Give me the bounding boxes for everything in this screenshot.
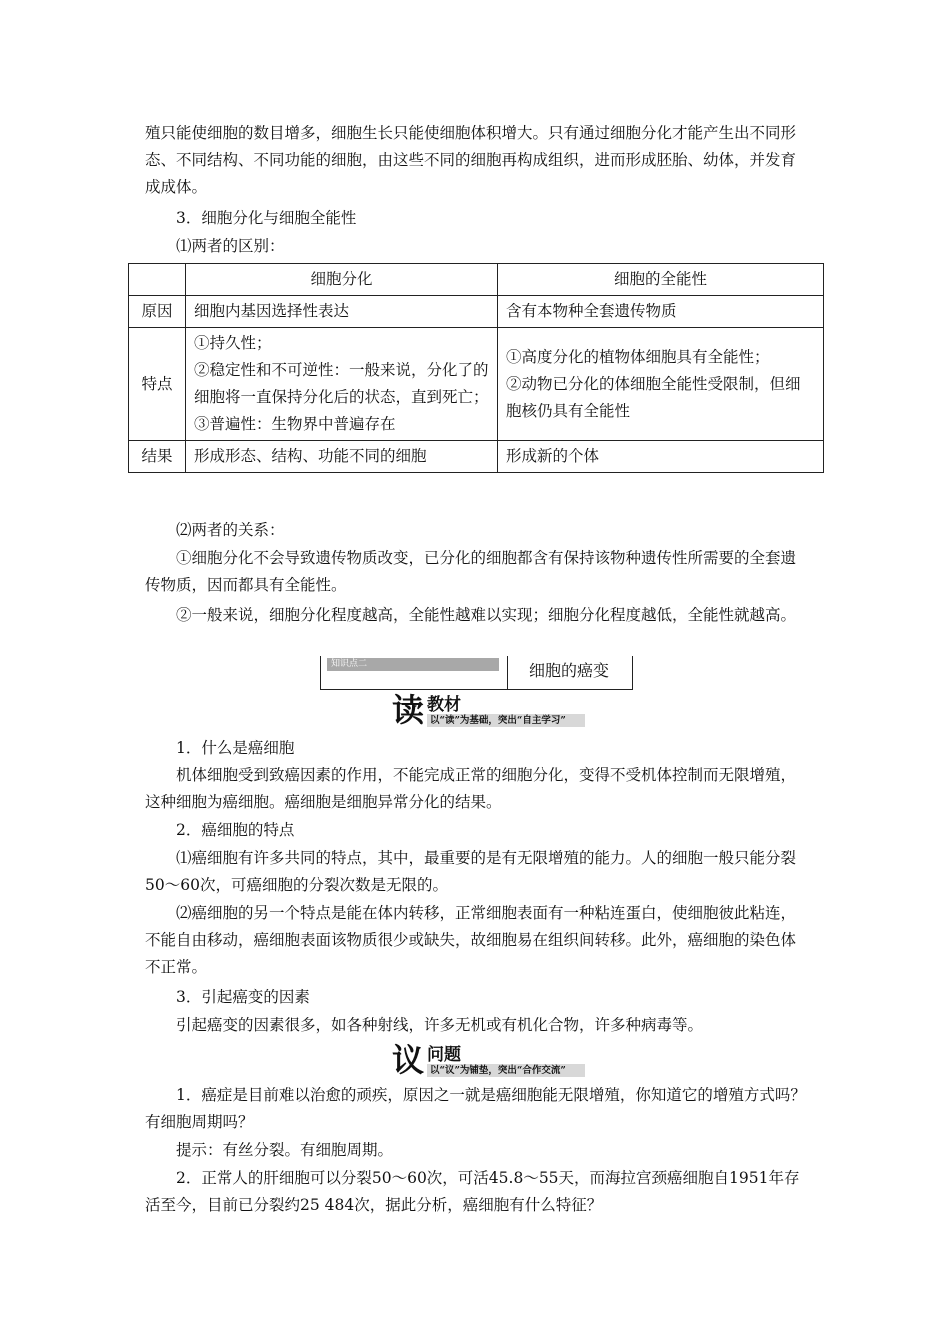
knowledge-point-tag (327, 658, 499, 671)
cell-line: 细胞内基因选择性表达 (194, 302, 350, 320)
table-header-row (129, 264, 824, 296)
cancer-definition-paragraph: 机体细胞受到致癌因素的作用，不能完成正常的细胞分化，变得不受机体控制而无限增殖，这种细胞为癌细胞。癌细胞是细胞异常分化的结果。 (145, 766, 797, 811)
comparison-table (128, 263, 824, 473)
heading-differentiation-totipotency: 3．细胞分化与细胞全能性 (176, 209, 357, 227)
cancer-causes-paragraph: 引起癌变的因素很多，如各种射线，许多无机或有机化合物，许多种病毒等。 (176, 1016, 704, 1034)
heading-cancer-causes: 3．引起癌变的因素 (176, 988, 310, 1006)
knowledge-point-tag-label: 知识点二 (331, 659, 368, 669)
discuss-banner-subtitle: 以“议”为铺垫，突出“合作交流” (430, 1065, 566, 1076)
table-cell (186, 328, 498, 441)
knowledge-point-header (320, 656, 633, 690)
heading-what-is-cancer-cell: 1．什么是癌细胞 (176, 739, 295, 757)
cancer-feature-paragraph-1: ⑴癌细胞有许多共同的特点，其中，最重要的是有无限增殖的能力。人的细胞一般只能分裂50～60次，可癌细胞的分裂次数是无限的。 (145, 849, 797, 894)
row-label-cell: 特点 (129, 328, 186, 441)
table-row (129, 296, 824, 328)
question-2: 2．正常人的肝细胞可以分裂50～60次，可活45.8～55天，而海拉宫颈癌细胞自1951年存活至今，目前已分裂约25 484次，据此分析，癌细胞有什么特征？ (145, 1169, 800, 1214)
heading-cancer-features: 2．癌细胞的特点 (176, 821, 295, 839)
discuss-glyph: 议 (392, 1041, 425, 1079)
table-cell (186, 296, 498, 328)
knowledge-point-tag-area (321, 656, 508, 689)
read-glyph: 读 (392, 691, 425, 729)
cell-line: 含有本物种全套遗传物质 (506, 302, 677, 320)
read-banner-subtitle: 以“读”为基础，突出“自主学习” (430, 715, 566, 726)
intro-paragraph: 殖只能使细胞的数目增多，细胞生长只能使细胞体积增大。只有通过细胞分化才能产生出不同形态、不同结构、不同功能的细胞，由这些不同的细胞再构成组织，进而形成胚胎、幼体，并发育成成体。 (145, 124, 797, 196)
discuss-question-banner (392, 1041, 597, 1079)
cell-line: ②动物已分化的体细胞全能性受限制，但细胞核仍具有全能性 (506, 374, 801, 420)
table-header-cell (129, 264, 186, 296)
answer-1: 提示：有丝分裂。有细胞周期。 (176, 1141, 394, 1159)
table-cell (498, 441, 824, 473)
discuss-banner-word: 问题 (427, 1045, 461, 1065)
table-cell (498, 328, 824, 441)
row-label-cell: 结果 (129, 441, 186, 473)
row-label-cell: 原因 (129, 296, 186, 328)
relation-paragraph-1: ①细胞分化不会导致遗传物质改变，已分化的细胞都含有保持该物种遗传性所需要的全套遗传物质，因而都具有全能性。 (145, 549, 797, 594)
relation-paragraph-2: ②一般来说，细胞分化程度越高，全能性越难以实现；细胞分化程度越低，全能性就越高。 (176, 606, 797, 624)
knowledge-point-title: 细胞的癌变 (529, 661, 610, 680)
cell-line: 形成新的个体 (506, 447, 600, 465)
table-cell (498, 296, 824, 328)
cell-line: ①持久性； (194, 334, 272, 352)
table-row (129, 328, 824, 441)
read-banner-word: 教材 (427, 695, 461, 715)
cell-line: 形成形态、结构、功能不同的细胞 (194, 447, 427, 465)
question-1: 1．癌症是目前难以治愈的顽疾，原因之一就是癌细胞能无限增殖，你知道它的增殖方式吗？有细胞周期吗？ (145, 1086, 806, 1131)
subheading-differences: ⑴两者的区别： (176, 237, 285, 255)
cell-line: ②稳定性和不可逆性：一般来说，分化了的细胞将一直保持分化后的状态，直到死亡； (194, 361, 489, 406)
read-textbook-banner (392, 691, 597, 729)
subheading-relation: ⑵两者的关系： (176, 521, 285, 539)
table-cell (186, 441, 498, 473)
cell-line: ③普遍性：生物界中普遍存在 (194, 415, 396, 433)
cancer-feature-paragraph-2: ⑵癌细胞的另一个特点是能在体内转移，正常细胞表面有一种粘连蛋白，使细胞彼此粘连，不能自由移动，癌细胞表面该物质很少或缺失，故细胞易在组织间转移。此外，癌细胞的染色体不正常。 (145, 904, 797, 976)
cell-line: ①高度分化的植物体细胞具有全能性； (506, 347, 770, 366)
table-header-cell: 细胞的全能性 (498, 264, 824, 296)
table-header-cell: 细胞分化 (186, 264, 498, 296)
table-row (129, 441, 824, 473)
